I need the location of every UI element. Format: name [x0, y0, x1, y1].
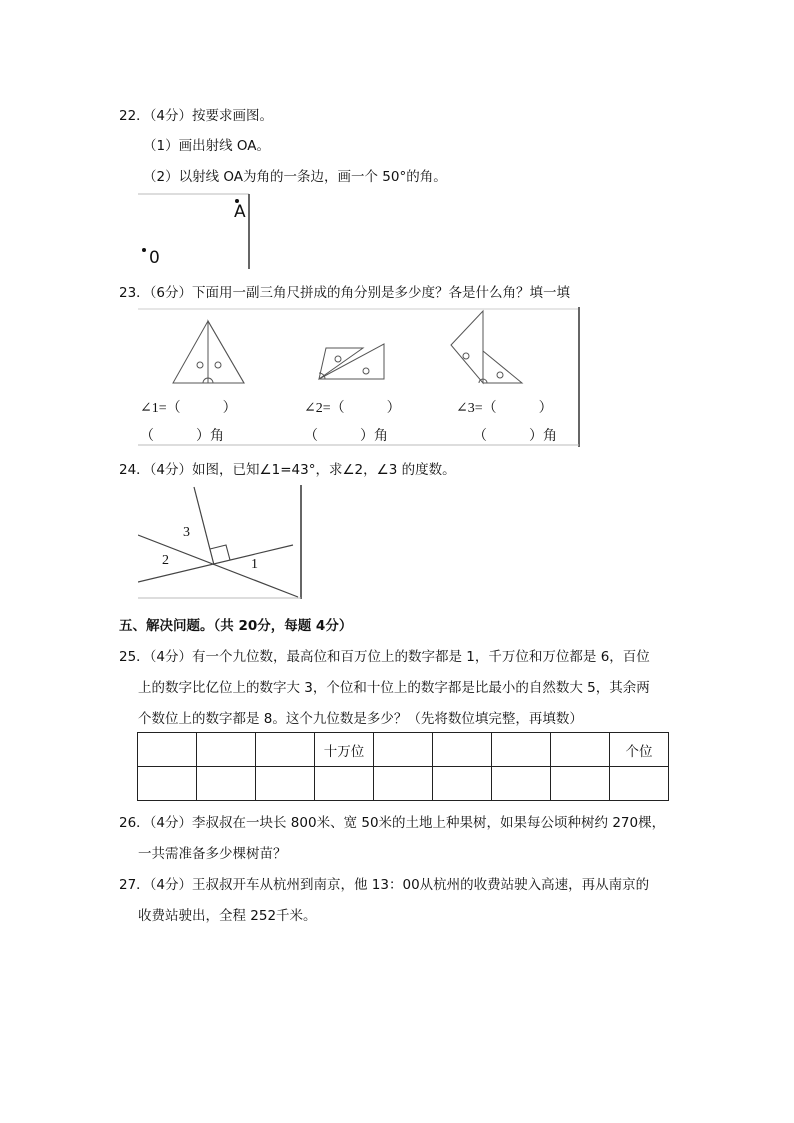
digit-cell[interactable]: [492, 767, 551, 801]
digit-cell[interactable]: [138, 767, 197, 801]
place-cell[interactable]: [256, 733, 315, 767]
digit-cell[interactable]: [256, 767, 315, 801]
digit-cell[interactable]: [551, 767, 610, 801]
q24-lines: [138, 485, 302, 599]
place-cell: 个位: [610, 733, 669, 767]
digit-cell[interactable]: [315, 767, 374, 801]
section5-heading: 五、解决问题。（共 20分，每题 4分）: [119, 618, 353, 634]
q22-part1: （1）画出射线 OA。: [143, 138, 271, 154]
digit-row: [138, 767, 669, 801]
point-a-label: A: [234, 202, 246, 222]
q22-title: 22．（4分）按要求画图。: [119, 108, 274, 124]
digit-cell[interactable]: [433, 767, 492, 801]
q26-line2: 一共需准备多少棵树苗？: [138, 846, 287, 862]
place-cell[interactable]: [197, 733, 256, 767]
point-o-dot: [142, 248, 146, 252]
place-cell[interactable]: [138, 733, 197, 767]
place-cell[interactable]: [492, 733, 551, 767]
digit-cell[interactable]: [197, 767, 256, 801]
type3-label: （ ）角: [473, 429, 557, 444]
triangle-set-3: [451, 311, 522, 383]
q27-line2: 收费站驶出，全程 252千米。: [138, 908, 317, 924]
place-cell[interactable]: [374, 733, 433, 767]
angle-2-label: 2: [162, 553, 169, 568]
angle3-label: ∠3=（ ）: [456, 401, 553, 416]
q25-line1: 25．（4分）有一个九位数，最高位和百万位上的数字都是 1，千万位和万位都是 6，百位: [119, 649, 650, 665]
q23-figure: [138, 307, 582, 447]
angle-3-label: 3: [183, 525, 190, 540]
q24-figure: [138, 485, 302, 599]
q27-line1: 27．（4分）王叔叔开车从杭州到南京，他 13：00从杭州的收费站驶入高速，再从南京的: [119, 877, 650, 893]
place-cell[interactable]: [433, 733, 492, 767]
place-value-table: [137, 732, 669, 801]
q25-line2: 上的数字比亿位上的数字大 3，个位和十位上的数字都是比最小的自然数大 5，其余两: [138, 680, 650, 696]
type1-label: （ ）角: [140, 429, 224, 444]
q24-title: 24．（4分）如图，已知∠1=43°，求∠2，∠3 的度数。: [119, 462, 456, 478]
digit-cell[interactable]: [610, 767, 669, 801]
angle1-label: ∠1=（ ）: [140, 401, 237, 416]
triangle-set-2: [319, 344, 384, 379]
type2-label: （ ）角: [304, 429, 388, 444]
q22-figure: [138, 193, 250, 269]
angle-1-label: 1: [251, 557, 258, 572]
angle2-label: ∠2=（ ）: [304, 401, 401, 416]
place-value-header-row: [138, 733, 669, 767]
place-cell: 十万位: [315, 733, 374, 767]
q25-line3: 个数位上的数字都是 8。这个九位数是多少？（先将数位填完整，再填数）: [138, 711, 583, 727]
line-c: [194, 487, 214, 565]
place-cell[interactable]: [551, 733, 610, 767]
point-o-label: 0: [149, 248, 160, 268]
digit-cell[interactable]: [374, 767, 433, 801]
triangle-set-1: [173, 321, 244, 383]
q26-line1: 26．（4分）李叔叔在一块长 800米、宽 50米的土地上种果树，如果每公顷种树约 270棵，: [119, 815, 666, 831]
q22-part2: （2）以射线 OA为角的一条边，画一个 50°的角。: [143, 169, 447, 185]
q23-title: 23．（6分）下面用一副三角尺拼成的角分别是多少度？各是什么角？填一填: [119, 285, 571, 301]
right-angle-mark: [210, 545, 230, 560]
